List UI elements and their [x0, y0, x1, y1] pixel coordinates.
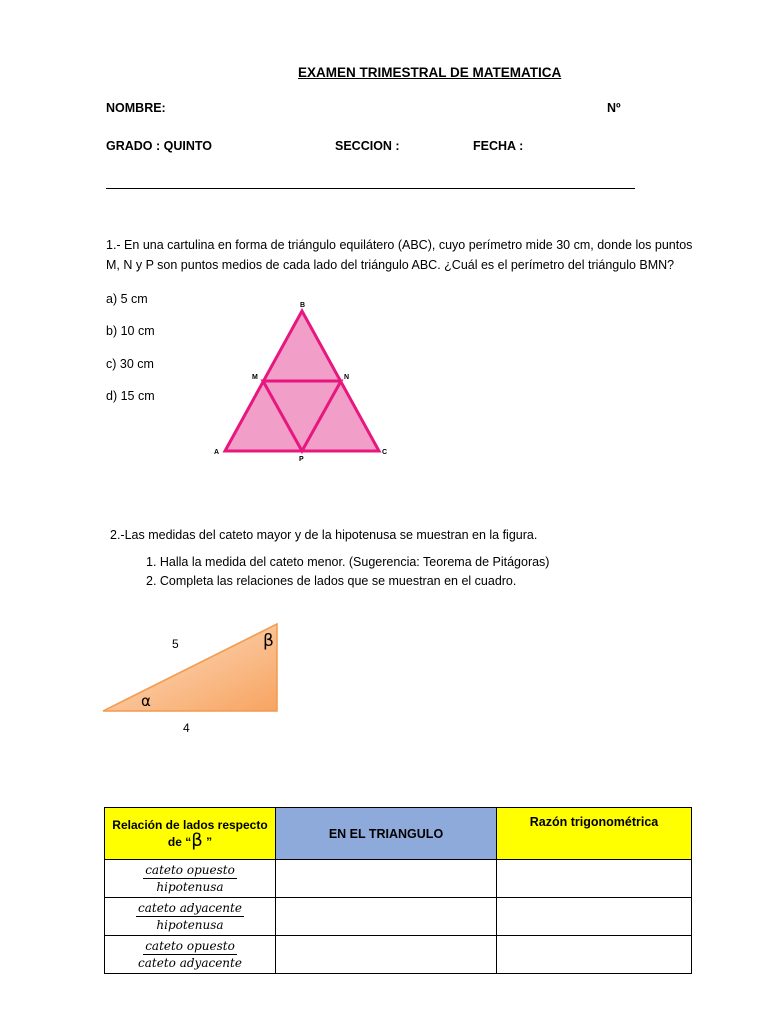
- base-label: 4: [183, 721, 190, 735]
- exam-title: EXAMEN TRIMESTRAL DE MATEMATICA: [298, 65, 562, 80]
- question1-line2: M, N y P son puntos medios de cada lado del triángulo ABC. ¿Cuál es el perímetro del triángulo BMN?: [106, 258, 675, 272]
- ratio-answer-cell[interactable]: [497, 936, 692, 974]
- fraction-numerator: cateto adyacente: [138, 901, 242, 915]
- header-razon: Razón trigonométrica: [497, 808, 692, 860]
- header-relation-prefix: de “: [167, 834, 192, 849]
- header-relation: [105, 808, 276, 860]
- label-m: M: [252, 374, 258, 381]
- option-a: a) 5 cm: [106, 292, 148, 306]
- numero-label: Nº: [607, 101, 621, 115]
- question2-intro: 2.-Las medidas del cateto mayor y de la hipotenusa se muestran en la figura.: [110, 528, 538, 542]
- triangle-answer-cell[interactable]: [276, 860, 497, 898]
- question2-item1: 1. Halla la medida del cateto menor. (Sugerencia: Teorema de Pitágoras): [146, 555, 550, 569]
- triangle-answer-cell[interactable]: [276, 898, 497, 936]
- fecha-label: FECHA :: [473, 139, 524, 153]
- header-relation-line1: Relación de lados respecto: [112, 817, 268, 832]
- right-triangle-figure: [95, 610, 295, 740]
- ratio-answer-cell[interactable]: [497, 898, 692, 936]
- relation-cell: [105, 936, 276, 974]
- table-row: [105, 860, 692, 898]
- option-d: d) 15 cm: [106, 389, 155, 403]
- right-triangle: [103, 624, 277, 711]
- beta-label: β: [263, 631, 274, 651]
- table-row: [105, 936, 692, 974]
- label-c: C: [382, 449, 388, 456]
- question2-item2: 2. Completa las relaciones de lados que se muestran en el cuadro.: [146, 574, 517, 588]
- fraction-numerator: cateto opuesto: [145, 939, 235, 953]
- option-c: c) 30 cm: [106, 357, 154, 371]
- table-header-row: [105, 808, 692, 860]
- label-b: B: [300, 302, 306, 309]
- alpha-label: α: [141, 692, 151, 710]
- grado-label: GRADO : QUINTO: [106, 139, 213, 153]
- relation-cell: [105, 898, 276, 936]
- ratio-answer-cell[interactable]: [497, 860, 692, 898]
- relation-cell: [105, 860, 276, 898]
- option-b: b) 10 cm: [106, 324, 155, 338]
- fraction-denominator: hipotenusa: [156, 918, 224, 932]
- relations-table: [104, 807, 692, 974]
- fraction-denominator: cateto adyacente: [138, 956, 242, 970]
- seccion-label: SECCION :: [335, 139, 400, 153]
- header-beta-symbol: β: [191, 829, 203, 851]
- hypotenuse-label: 5: [172, 637, 179, 651]
- equilateral-triangle-figure: [205, 295, 405, 470]
- label-n: N: [344, 374, 350, 381]
- fraction-numerator: cateto opuesto: [145, 863, 235, 877]
- question1-line1: 1.- En una cartulina en forma de triángulo equilátero (ABC), cuyo perímetro mide 30 cm, donde los puntos: [106, 238, 693, 252]
- separator-line: [106, 188, 635, 189]
- triangle-answer-cell[interactable]: [276, 936, 497, 974]
- fraction-denominator: hipotenusa: [156, 880, 224, 894]
- nombre-label: NOMBRE:: [106, 101, 166, 115]
- header-en-el-triangulo: EN EL TRIANGULO: [276, 808, 497, 860]
- header-relation-suffix: ”: [202, 834, 213, 849]
- table-row: [105, 898, 692, 936]
- label-a: A: [214, 449, 220, 456]
- label-p: P: [299, 456, 304, 463]
